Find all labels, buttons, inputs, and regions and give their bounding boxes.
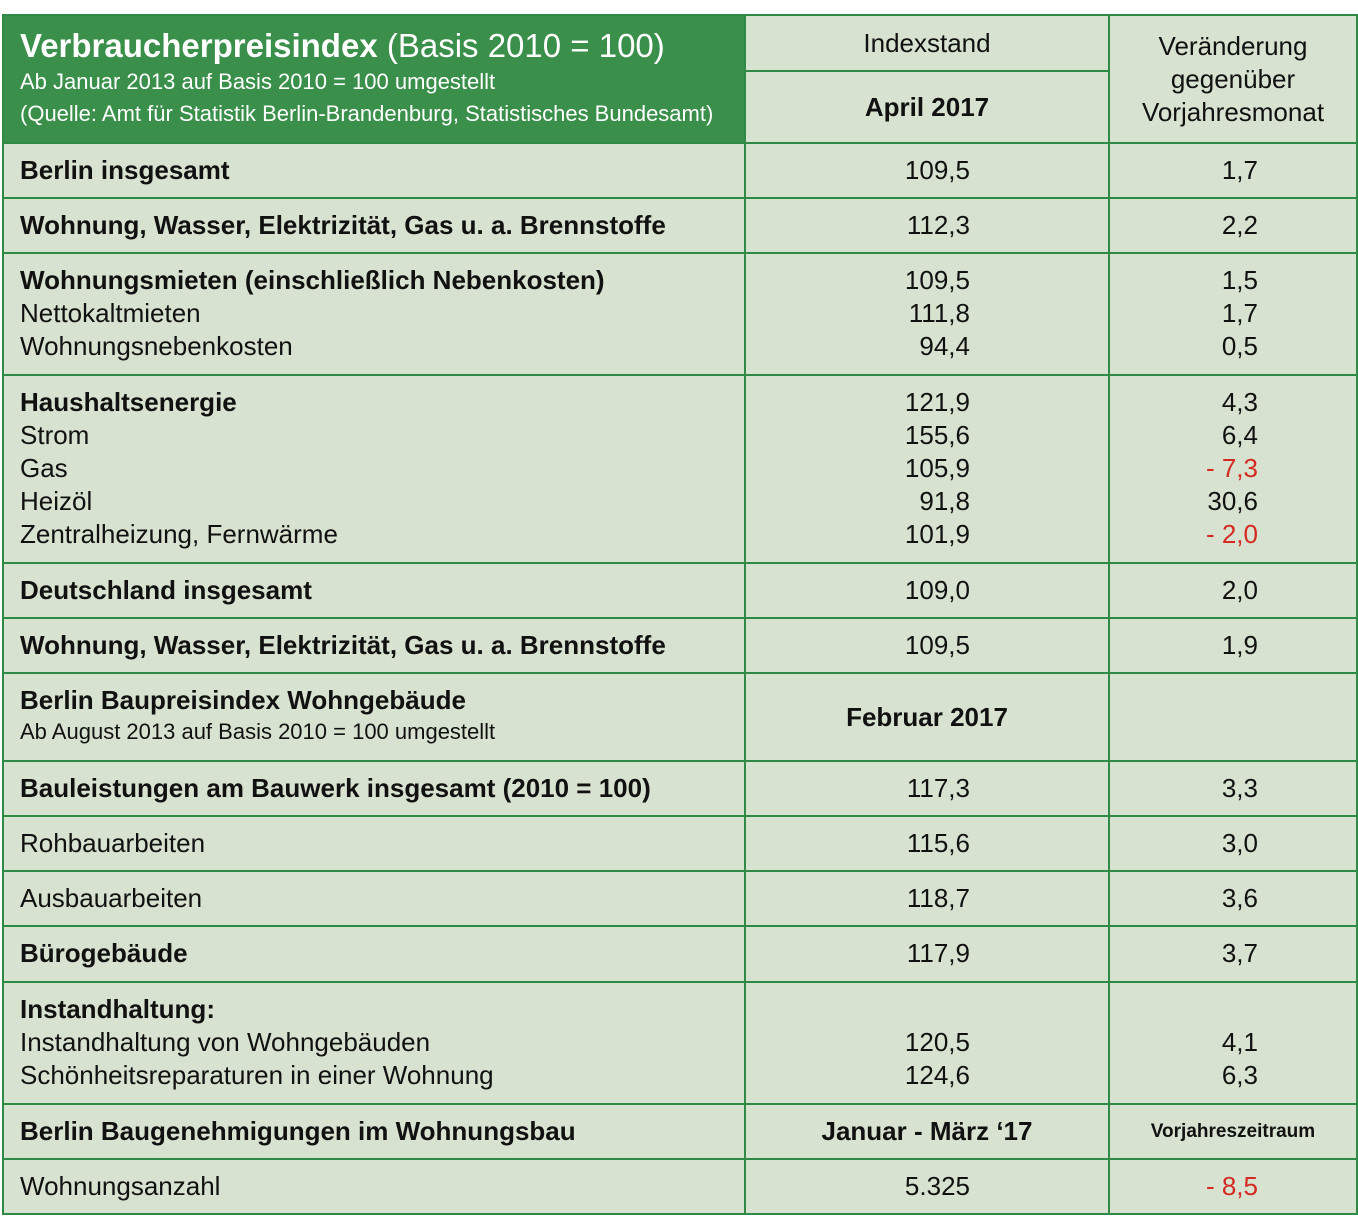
section-compare: Vorjahreszeitraum — [1109, 1104, 1357, 1159]
section-header — [3, 1104, 1357, 1159]
page-title: Verbraucherpreisindex (Basis 2010 = 100) — [20, 27, 665, 64]
table-row: Ausbauarbeiten 118,7 3,6 — [3, 871, 1357, 926]
negative-value: - 7,3 — [1205, 453, 1258, 483]
section-period: Februar 2017 — [745, 673, 1109, 761]
section-title: Berlin Baugenehmigungen im Wohnungsbau — [3, 1104, 745, 1159]
table-row: Berlin insgesamt 109,5 1,7 — [3, 143, 1357, 198]
table-row: Rohbauarbeiten 115,6 3,0 — [3, 816, 1357, 871]
title-subtitle: Ab Januar 2013 auf Basis 2010 = 100 umgestellt — [20, 69, 496, 94]
negative-value: - 8,5 — [1109, 1159, 1357, 1214]
table-row-group: Wohnungsmieten (einschließlich Nebenkosten) Nettokaltmieten Wohnungsnebenkosten 109,5 111,8 94,4 1,5 1,7 0,5 — [3, 253, 1357, 375]
table-row: Wohnung, Wasser, Elektrizität, Gas u. a. Brennstoffe 109,5 1,9 — [3, 618, 1357, 673]
negative-value: - 2,0 — [1205, 519, 1258, 549]
col-header-change: Veränderung gegenüber Vorjahresmonat — [1109, 15, 1357, 143]
table-row: Bürogebäude 117,9 3,7 — [3, 926, 1357, 982]
table-title-cell — [3, 15, 745, 143]
table-row: Wohnungsanzahl 5.325 - 8,5 — [3, 1159, 1357, 1214]
table-row: Bauleistungen am Bauwerk insgesamt (2010 = 100) 117,3 3,3 — [3, 761, 1357, 816]
section-period: Januar - März ‘17 — [745, 1104, 1109, 1159]
col-header-index: Indexstand — [745, 15, 1109, 71]
table-row-group: Instandhaltung: Instandhaltung von Wohngebäuden Schönheitsreparaturen in einer Wohnung 120,5 124,6 4,1 6,3 — [3, 982, 1357, 1104]
section-header: Berlin Baupreisindex Wohngebäude Ab August 2013 auf Basis 2010 = 100 umgestellt Februar 2017 — [3, 673, 1357, 761]
section-title: Berlin Baupreisindex Wohngebäude — [20, 685, 466, 715]
col-header-period: April 2017 — [745, 71, 1109, 143]
title-source: (Quelle: Amt für Statistik Berlin-Brandenburg, Statistisches Bundesamt) — [20, 101, 714, 126]
statistics-table — [2, 14, 1358, 1215]
table-row-group: Haushaltsenergie Strom Gas Heizöl Zentralheizung, Fernwärme 121,9 155,6 105,9 91,8 101,9 4,3 6,4 - 7,3 30,6 - 2,0 — [3, 375, 1357, 563]
table-row: Deutschland insgesamt 109,0 2,0 — [3, 563, 1357, 618]
table-row: Wohnung, Wasser, Elektrizität, Gas u. a. Brennstoffe 112,3 2,2 — [3, 198, 1357, 253]
